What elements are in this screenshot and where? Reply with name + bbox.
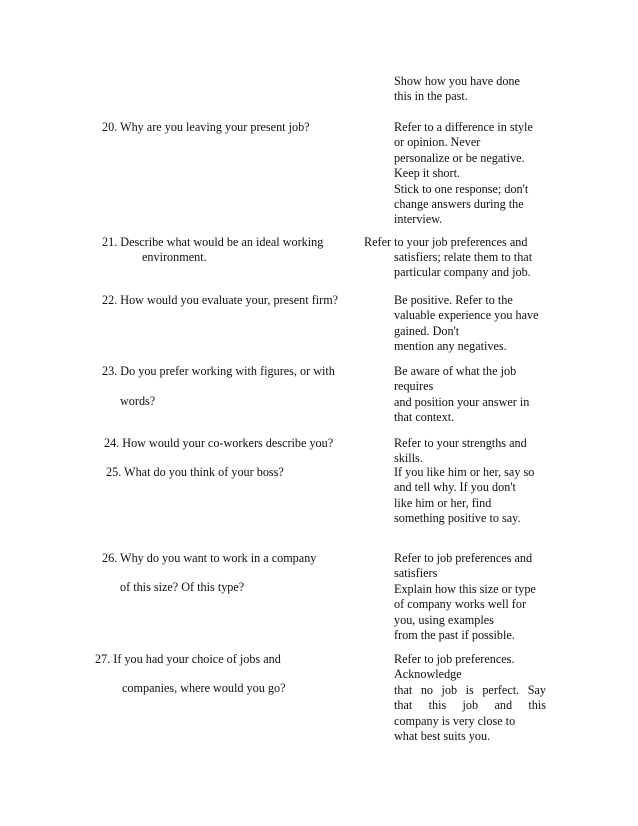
question-21-line-2: environment.	[142, 250, 207, 264]
answer-line: and position your answer in	[394, 394, 530, 409]
answer-line: and tell why. If you don't	[394, 480, 516, 495]
answer-line: satisfiers; relate them to that	[394, 250, 533, 264]
word: and	[494, 698, 513, 713]
answer-line: satisfiers	[394, 566, 438, 581]
answer-27	[394, 652, 546, 744]
answer-20	[394, 120, 546, 228]
answer-line: particular company and job.	[394, 265, 531, 280]
answer-21-line-1: Refer to your job preferences and	[364, 235, 528, 249]
answer-intro	[394, 74, 546, 105]
answer-line: skills.	[394, 451, 423, 466]
question-27-line-2: companies, where would you go?	[122, 681, 286, 695]
word: no	[420, 682, 433, 697]
question-22: 22. How would you evaluate your, present firm?	[102, 293, 339, 307]
answer-26	[394, 551, 546, 643]
word: this	[528, 698, 546, 713]
question-23-line-2: words?	[120, 394, 156, 408]
answer-line: Stick to one response; don't	[394, 181, 529, 196]
answer-line: interview.	[394, 212, 443, 227]
question-23-line-1: 23. Do you prefer working with figures, or with	[102, 364, 335, 378]
word: job	[462, 698, 479, 713]
word: is	[465, 682, 474, 697]
answer-21	[394, 250, 546, 281]
answer-line-justified	[394, 683, 546, 698]
question-26-line-2: of this size? Of this type?	[120, 580, 245, 594]
question-24: 24. How would your co-workers describe you?	[104, 436, 334, 450]
word: perfect.	[482, 682, 520, 697]
question-21-line-1: 21. Describe what would be an ideal working	[102, 235, 324, 249]
answer-line: personalize or be negative.	[394, 150, 525, 165]
word: that	[394, 698, 413, 713]
answer-line: valuable experience you have	[394, 308, 539, 323]
question-25: 25. What do you think of your boss?	[106, 465, 284, 479]
answer-line: like him or her, find	[394, 495, 492, 510]
question-26-line-1: 26. Why do you want to work in a company	[102, 551, 317, 565]
answer-line: Be aware of what the job	[394, 364, 517, 378]
answer-line: change answers during the	[394, 197, 524, 212]
answer-line: Refer to your strengths and	[394, 436, 527, 450]
word: job	[441, 682, 458, 697]
answer-25	[394, 465, 546, 527]
question-27-line-1: 27. If you had your choice of jobs and	[95, 652, 281, 666]
answer-line: what best suits you.	[394, 729, 491, 744]
answer-line: company is very close to	[394, 713, 516, 728]
question-20: 20. Why are you leaving your present job?	[102, 120, 310, 134]
answer-line: requires	[394, 379, 434, 394]
answer-line: that context.	[394, 410, 455, 425]
answer-24	[394, 436, 546, 467]
answer-line: Refer to a difference in style	[394, 120, 533, 134]
answer-line: this in the past.	[394, 89, 468, 104]
word: this	[428, 698, 447, 713]
answer-line: Be positive. Refer to the	[394, 293, 513, 307]
answer-line: Explain how this size or type	[394, 581, 536, 596]
answer-line: Refer to job preferences.	[394, 652, 515, 666]
word: Say	[527, 682, 546, 697]
answer-line: Show how you have done	[394, 74, 520, 88]
answer-line: gained. Don't	[394, 323, 460, 338]
answer-line: of company works well for	[394, 597, 526, 612]
word: that	[394, 682, 413, 697]
answer-line: Acknowledge	[394, 667, 462, 682]
answer-line-justified	[394, 698, 546, 713]
answer-line: something positive to say.	[394, 511, 521, 526]
answer-23	[394, 364, 546, 426]
answer-line: If you like him or her, say so	[394, 465, 535, 479]
answer-line: you, using examples	[394, 612, 494, 627]
answer-line: Refer to job preferences and	[394, 551, 533, 565]
answer-line: or opinion. Never	[394, 135, 481, 150]
answer-line: mention any negatives.	[394, 339, 507, 354]
answer-line: Keep it short.	[394, 166, 461, 181]
answer-22	[394, 293, 546, 355]
answer-line: from the past if possible.	[394, 628, 515, 643]
